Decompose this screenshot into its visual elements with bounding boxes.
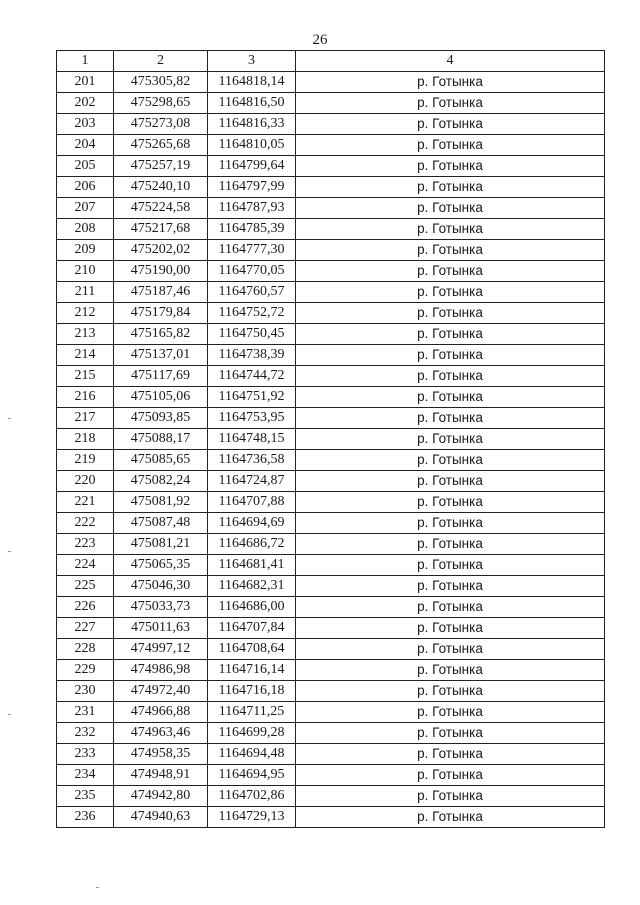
description-cell: р. Готынка: [296, 240, 605, 261]
table-row: [57, 765, 605, 786]
x-coordinate-cell: 475240,10: [114, 177, 208, 198]
table-row: [57, 681, 605, 702]
table-body: [57, 72, 605, 828]
x-coordinate-cell: 475065,35: [114, 555, 208, 576]
table-row: [57, 156, 605, 177]
table-row: [57, 261, 605, 282]
x-coordinate-cell: 475224,58: [114, 198, 208, 219]
point-number-cell: 232: [57, 723, 114, 744]
point-number-cell: 227: [57, 618, 114, 639]
scan-speck: [96, 887, 99, 888]
y-coordinate-cell: 1164724,87: [208, 471, 296, 492]
description-cell: р. Готынка: [296, 198, 605, 219]
point-number-cell: 223: [57, 534, 114, 555]
point-number-cell: 231: [57, 702, 114, 723]
description-cell: р. Готынка: [296, 114, 605, 135]
table-row: [57, 408, 605, 429]
table-row: [57, 576, 605, 597]
point-number-cell: 221: [57, 492, 114, 513]
x-coordinate-cell: 474986,98: [114, 660, 208, 681]
table-row: [57, 93, 605, 114]
description-cell: р. Готынка: [296, 534, 605, 555]
y-coordinate-cell: 1164707,84: [208, 618, 296, 639]
x-coordinate-cell: 475137,01: [114, 345, 208, 366]
y-coordinate-cell: 1164797,99: [208, 177, 296, 198]
x-coordinate-cell: 474948,91: [114, 765, 208, 786]
column-header-y: 3: [208, 51, 296, 72]
x-coordinate-cell: 475202,02: [114, 240, 208, 261]
column-header-number: 1: [57, 51, 114, 72]
y-coordinate-cell: 1164702,86: [208, 786, 296, 807]
x-coordinate-cell: 475093,85: [114, 408, 208, 429]
description-cell: р. Готынка: [296, 492, 605, 513]
y-coordinate-cell: 1164694,69: [208, 513, 296, 534]
x-coordinate-cell: 474963,46: [114, 723, 208, 744]
table-row: [57, 72, 605, 93]
description-cell: р. Готынка: [296, 366, 605, 387]
table-row: [57, 555, 605, 576]
point-number-cell: 225: [57, 576, 114, 597]
table-row: [57, 450, 605, 471]
description-cell: р. Готынка: [296, 618, 605, 639]
y-coordinate-cell: 1164770,05: [208, 261, 296, 282]
description-cell: р. Готынка: [296, 555, 605, 576]
y-coordinate-cell: 1164799,64: [208, 156, 296, 177]
table-row: [57, 219, 605, 240]
point-number-cell: 216: [57, 387, 114, 408]
column-header-description: 4: [296, 51, 605, 72]
table-row: [57, 345, 605, 366]
x-coordinate-cell: 474942,80: [114, 786, 208, 807]
y-coordinate-cell: 1164752,72: [208, 303, 296, 324]
point-number-cell: 224: [57, 555, 114, 576]
y-coordinate-cell: 1164810,05: [208, 135, 296, 156]
description-cell: р. Готынка: [296, 303, 605, 324]
table-row: [57, 702, 605, 723]
y-coordinate-cell: 1164686,72: [208, 534, 296, 555]
table-row: [57, 324, 605, 345]
y-coordinate-cell: 1164787,93: [208, 198, 296, 219]
x-coordinate-cell: 475011,63: [114, 618, 208, 639]
point-number-cell: 208: [57, 219, 114, 240]
description-cell: р. Готынка: [296, 744, 605, 765]
y-coordinate-cell: 1164816,50: [208, 93, 296, 114]
y-coordinate-cell: 1164760,57: [208, 282, 296, 303]
table-row: [57, 660, 605, 681]
description-cell: р. Готынка: [296, 93, 605, 114]
description-cell: р. Готынка: [296, 135, 605, 156]
y-coordinate-cell: 1164750,45: [208, 324, 296, 345]
description-cell: р. Готынка: [296, 513, 605, 534]
table-row: [57, 492, 605, 513]
point-number-cell: 230: [57, 681, 114, 702]
table-row: [57, 429, 605, 450]
x-coordinate-cell: 475179,84: [114, 303, 208, 324]
point-number-cell: 226: [57, 597, 114, 618]
y-coordinate-cell: 1164708,64: [208, 639, 296, 660]
description-cell: р. Готынка: [296, 219, 605, 240]
page-number: 26: [312, 32, 328, 48]
point-number-cell: 213: [57, 324, 114, 345]
y-coordinate-cell: 1164753,95: [208, 408, 296, 429]
y-coordinate-cell: 1164707,88: [208, 492, 296, 513]
scan-speck: [8, 551, 11, 552]
point-number-cell: 202: [57, 93, 114, 114]
description-cell: р. Готынка: [296, 660, 605, 681]
x-coordinate-cell: 474972,40: [114, 681, 208, 702]
point-number-cell: 201: [57, 72, 114, 93]
point-number-cell: 206: [57, 177, 114, 198]
y-coordinate-cell: 1164818,14: [208, 72, 296, 93]
point-number-cell: 217: [57, 408, 114, 429]
x-coordinate-cell: 475087,48: [114, 513, 208, 534]
y-coordinate-cell: 1164777,30: [208, 240, 296, 261]
x-coordinate-cell: 475298,65: [114, 93, 208, 114]
description-cell: р. Готынка: [296, 450, 605, 471]
table-row: [57, 303, 605, 324]
y-coordinate-cell: 1164748,15: [208, 429, 296, 450]
description-cell: р. Готынка: [296, 282, 605, 303]
point-number-cell: 228: [57, 639, 114, 660]
description-cell: р. Готынка: [296, 723, 605, 744]
point-number-cell: 210: [57, 261, 114, 282]
x-coordinate-cell: 475046,30: [114, 576, 208, 597]
x-coordinate-cell: 475257,19: [114, 156, 208, 177]
y-coordinate-cell: 1164682,31: [208, 576, 296, 597]
column-header-x: 2: [114, 51, 208, 72]
y-coordinate-cell: 1164694,95: [208, 765, 296, 786]
x-coordinate-cell: 475082,24: [114, 471, 208, 492]
x-coordinate-cell: 475273,08: [114, 114, 208, 135]
description-cell: р. Готынка: [296, 261, 605, 282]
y-coordinate-cell: 1164738,39: [208, 345, 296, 366]
description-cell: р. Готынка: [296, 177, 605, 198]
description-cell: р. Готынка: [296, 408, 605, 429]
x-coordinate-cell: 475187,46: [114, 282, 208, 303]
y-coordinate-cell: 1164716,18: [208, 681, 296, 702]
coordinates-table: [56, 50, 605, 828]
point-number-cell: 209: [57, 240, 114, 261]
table-row: [57, 744, 605, 765]
y-coordinate-cell: 1164694,48: [208, 744, 296, 765]
point-number-cell: 212: [57, 303, 114, 324]
description-cell: р. Готынка: [296, 786, 605, 807]
point-number-cell: 205: [57, 156, 114, 177]
point-number-cell: 204: [57, 135, 114, 156]
y-coordinate-cell: 1164816,33: [208, 114, 296, 135]
description-cell: р. Готынка: [296, 807, 605, 828]
x-coordinate-cell: 474966,88: [114, 702, 208, 723]
description-cell: р. Готынка: [296, 681, 605, 702]
y-coordinate-cell: 1164729,13: [208, 807, 296, 828]
table-row: [57, 786, 605, 807]
table-header-row: [57, 51, 605, 72]
point-number-cell: 219: [57, 450, 114, 471]
x-coordinate-cell: 475081,92: [114, 492, 208, 513]
y-coordinate-cell: 1164716,14: [208, 660, 296, 681]
x-coordinate-cell: 475265,68: [114, 135, 208, 156]
point-number-cell: 203: [57, 114, 114, 135]
x-coordinate-cell: 474940,63: [114, 807, 208, 828]
y-coordinate-cell: 1164751,92: [208, 387, 296, 408]
y-coordinate-cell: 1164711,25: [208, 702, 296, 723]
x-coordinate-cell: 474997,12: [114, 639, 208, 660]
description-cell: р. Готынка: [296, 597, 605, 618]
y-coordinate-cell: 1164785,39: [208, 219, 296, 240]
table-row: [57, 198, 605, 219]
description-cell: р. Готынка: [296, 429, 605, 450]
description-cell: р. Готынка: [296, 324, 605, 345]
description-cell: р. Готынка: [296, 576, 605, 597]
table-row: [57, 597, 605, 618]
table-row: [57, 282, 605, 303]
y-coordinate-cell: 1164681,41: [208, 555, 296, 576]
point-number-cell: 233: [57, 744, 114, 765]
description-cell: р. Готынка: [296, 702, 605, 723]
x-coordinate-cell: 475305,82: [114, 72, 208, 93]
table-row: [57, 471, 605, 492]
table-row: [57, 639, 605, 660]
scan-speck: [8, 418, 11, 419]
point-number-cell: 222: [57, 513, 114, 534]
description-cell: р. Готынка: [296, 345, 605, 366]
point-number-cell: 236: [57, 807, 114, 828]
point-number-cell: 229: [57, 660, 114, 681]
x-coordinate-cell: 475081,21: [114, 534, 208, 555]
table-row: [57, 534, 605, 555]
table-row: [57, 366, 605, 387]
table-row: [57, 618, 605, 639]
table-row: [57, 723, 605, 744]
x-coordinate-cell: 475165,82: [114, 324, 208, 345]
x-coordinate-cell: 475190,00: [114, 261, 208, 282]
description-cell: р. Готынка: [296, 765, 605, 786]
point-number-cell: 220: [57, 471, 114, 492]
table-row: [57, 114, 605, 135]
description-cell: р. Готынка: [296, 639, 605, 660]
point-number-cell: 214: [57, 345, 114, 366]
table-row: [57, 135, 605, 156]
x-coordinate-cell: 475033,73: [114, 597, 208, 618]
x-coordinate-cell: 475217,68: [114, 219, 208, 240]
description-cell: р. Готынка: [296, 156, 605, 177]
table-row: [57, 177, 605, 198]
description-cell: р. Готынка: [296, 72, 605, 93]
point-number-cell: 234: [57, 765, 114, 786]
table-row: [57, 807, 605, 828]
y-coordinate-cell: 1164699,28: [208, 723, 296, 744]
x-coordinate-cell: 475105,06: [114, 387, 208, 408]
point-number-cell: 215: [57, 366, 114, 387]
description-cell: р. Готынка: [296, 387, 605, 408]
y-coordinate-cell: 1164744,72: [208, 366, 296, 387]
table-row: [57, 240, 605, 261]
point-number-cell: 218: [57, 429, 114, 450]
x-coordinate-cell: 475085,65: [114, 450, 208, 471]
table-row: [57, 387, 605, 408]
table-row: [57, 513, 605, 534]
x-coordinate-cell: 474958,35: [114, 744, 208, 765]
y-coordinate-cell: 1164736,58: [208, 450, 296, 471]
y-coordinate-cell: 1164686,00: [208, 597, 296, 618]
scan-speck: [8, 714, 11, 715]
point-number-cell: 235: [57, 786, 114, 807]
x-coordinate-cell: 475117,69: [114, 366, 208, 387]
description-cell: р. Готынка: [296, 471, 605, 492]
x-coordinate-cell: 475088,17: [114, 429, 208, 450]
point-number-cell: 207: [57, 198, 114, 219]
point-number-cell: 211: [57, 282, 114, 303]
